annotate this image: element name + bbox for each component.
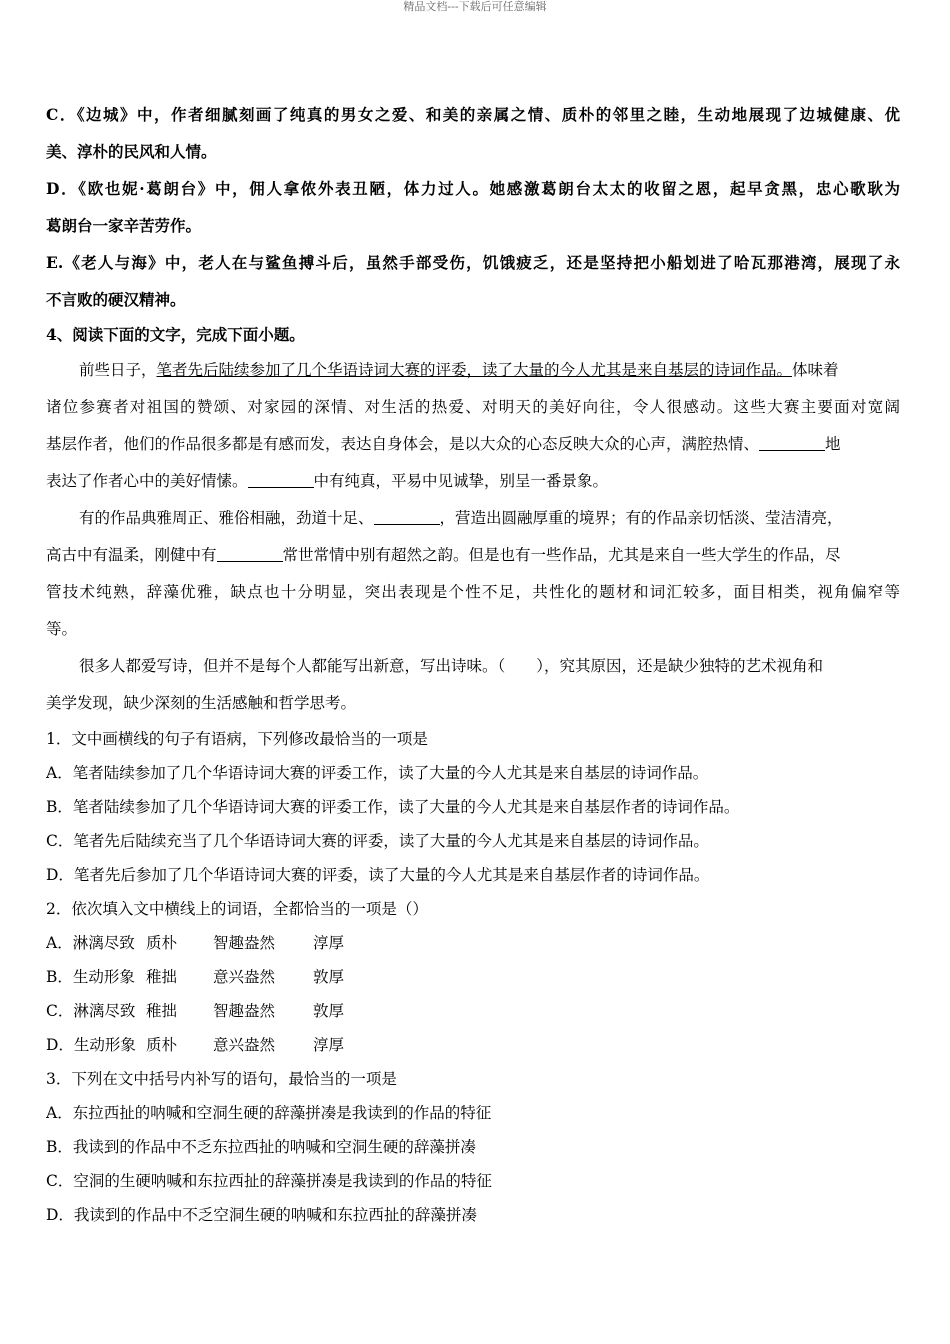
sub-question-2-option-a (46, 926, 900, 960)
option-term: 意兴盎然 (213, 968, 276, 986)
blank-4 (217, 545, 283, 562)
passage-text: 前些日子， (79, 361, 157, 379)
sub-question-1-option-a: A．笔者陆续参加了几个华语诗词大赛的评委工作，读了大量的今人尤其是来自基层的诗词作品。 (46, 764, 709, 782)
passage-text: 基层作者，他们的作品很多都是有感而发，表达自身体会，是以大众的心态反映大众的心声，满腔热情、 (46, 435, 760, 453)
sub-question-1-option-b: B．笔者陆续参加了几个华语诗词大赛的评委工作，读了大量的今人尤其是来自基层作者的诗词作品。 (46, 798, 740, 816)
option-term: B．生动形象 (46, 968, 135, 986)
option-term: 质朴 (146, 934, 178, 952)
passage-p1-line-3 (46, 426, 900, 463)
sub-question-2-option-c (46, 994, 900, 1028)
passage-text: 体味着 (792, 361, 839, 379)
passage-text: 表达了作者心中的美好情愫。 (46, 472, 248, 490)
underlined-sentence: 笔者先后陆续参加了几个华语诗词大赛的评委，读了大量的今人尤其是来自基层的诗词作品。 (156, 361, 793, 379)
option-term: C．淋漓尽致 (46, 1002, 136, 1020)
sub-question-3-option-b: B．我读到的作品中不乏东拉西扯的呐喊和空洞生硬的辞藻拼凑 (46, 1138, 476, 1156)
sub-question-2-option-b (46, 960, 900, 994)
passage-text: 地 (825, 435, 841, 453)
option-e-line-2: 不言败的硬汉精神。 (46, 290, 186, 309)
sub-question-1-stem: 1．文中画横线的句子有语病，下列修改最恰当的一项是 (46, 730, 428, 748)
passage-p1-line-1 (46, 352, 900, 389)
passage-p2-line-2 (46, 537, 900, 574)
option-c-line-2: 美、淳朴的民风和人情。 (46, 142, 217, 161)
sub-question-2-stem: 2．依次填入文中横线上的词语，全都恰当的一项是（） (46, 900, 428, 918)
passage-text: 有的作品典雅周正、雅俗相融，劲道十足、 (79, 509, 374, 527)
option-term: 稚拙 (146, 1002, 178, 1020)
option-term: 敦厚 (313, 968, 345, 986)
option-term: 敦厚 (313, 1002, 345, 1020)
option-term: 稚拙 (146, 968, 178, 986)
blank-1 (759, 434, 825, 451)
option-d-line-1: D．《欧也妮·葛朗台》中，佣人拿侬外表丑陋，体力过人。她感激葛朗台太太的收留之恩，起早贪黑，忠心歌耿为 (46, 179, 900, 198)
option-term: 智趣盎然 (213, 1002, 276, 1020)
sub-question-3-option-d: D．我读到的作品中不乏空洞生硬的呐喊和东拉西扯的辞藻拼凑 (46, 1206, 477, 1224)
document-body (46, 96, 900, 1232)
blank-2 (248, 471, 314, 488)
option-d-line-2: 葛朗台一家辛苦劳作。 (46, 216, 202, 235)
option-term: 意兴盎然 (213, 1036, 276, 1054)
sub-question-3-option-a: A．东拉西扯的呐喊和空洞生硬的辞藻拼凑是我读到的作品的特征 (46, 1104, 492, 1122)
sub-question-3-stem: 3．下列在文中括号内补写的语句，最恰当的一项是 (46, 1070, 397, 1088)
blank-3 (374, 508, 440, 525)
option-e-line-1: E.《老人与海》中，老人在与鲨鱼搏斗后，虽然手部受伤，饥饿疲乏，还是坚持把小船划进了哈瓦那港湾，展现了永 (46, 253, 900, 272)
page-header: 精品文档---下载后可任意编辑 (403, 0, 547, 13)
sub-question-1-option-c: C．笔者先后陆续充当了几个华语诗词大赛的评委，读了大量的今人尤其是来自基层的诗词作品。 (46, 832, 709, 850)
passage-p3-line-1: 很多人都爱写诗，但并不是每个人都能写出新意，写出诗味。（ ），究其原因，还是缺少独特的艺术视角和 (79, 657, 824, 675)
passage-p1-line-2: 诸位参赛者对祖国的赞颂、对家园的深情、对生活的热爱、对明天的美好向往，令人很感动。这些大赛主要面对宽阔 (46, 398, 900, 416)
option-term: 质朴 (146, 1036, 178, 1054)
passage-p2-line-1 (46, 500, 900, 537)
question-4-title: 4、阅读下面的文字，完成下面小题。 (46, 325, 305, 344)
passage-text: 中有纯真，平易中见诚挚，别呈一番景象。 (313, 472, 609, 490)
option-term: 淳厚 (313, 934, 345, 952)
sub-question-2-option-d (46, 1028, 900, 1062)
sub-question-1-option-d: D．笔者先后参加了几个华语诗词大赛的评委，读了大量的今人尤其是来自基层作者的诗词作品。 (46, 866, 710, 884)
passage-text: 高古中有温柔，刚健中有 (46, 546, 217, 564)
passage-p1-line-4 (46, 463, 900, 500)
option-c-line-1: C．《边城》中，作者细腻刻画了纯真的男女之爱、和美的亲属之情、质朴的邻里之睦，生动地展现了边城健康、优 (46, 105, 900, 124)
option-term: A．淋漓尽致 (46, 934, 135, 952)
passage-p2-line-3: 管技术纯熟，辞藻优雅，缺点也十分明显，突出表现是个性不足，共性化的题材和词汇较多，面目相类，视角偏窄等 (46, 583, 900, 601)
passage-text: 常世常情中别有超然之韵。但是也有一些作品，尤其是来自一些大学生的作品，尽 (282, 546, 841, 564)
passage-text: ，营造出圆融厚重的境界；有的作品亲切恬淡、莹洁清亮， (439, 509, 843, 527)
option-term: 淳厚 (313, 1036, 345, 1054)
sub-question-3-option-c: C．空洞的生硬呐喊和东拉西扯的辞藻拼凑是我读到的作品的特征 (46, 1172, 492, 1190)
passage-p3-line-2: 美学发现，缺少深刻的生活感触和哲学思考。 (46, 694, 357, 712)
option-term: D．生动形象 (46, 1036, 136, 1054)
option-term: 智趣盎然 (213, 934, 276, 952)
passage-p2-line-4: 等。 (46, 620, 78, 638)
